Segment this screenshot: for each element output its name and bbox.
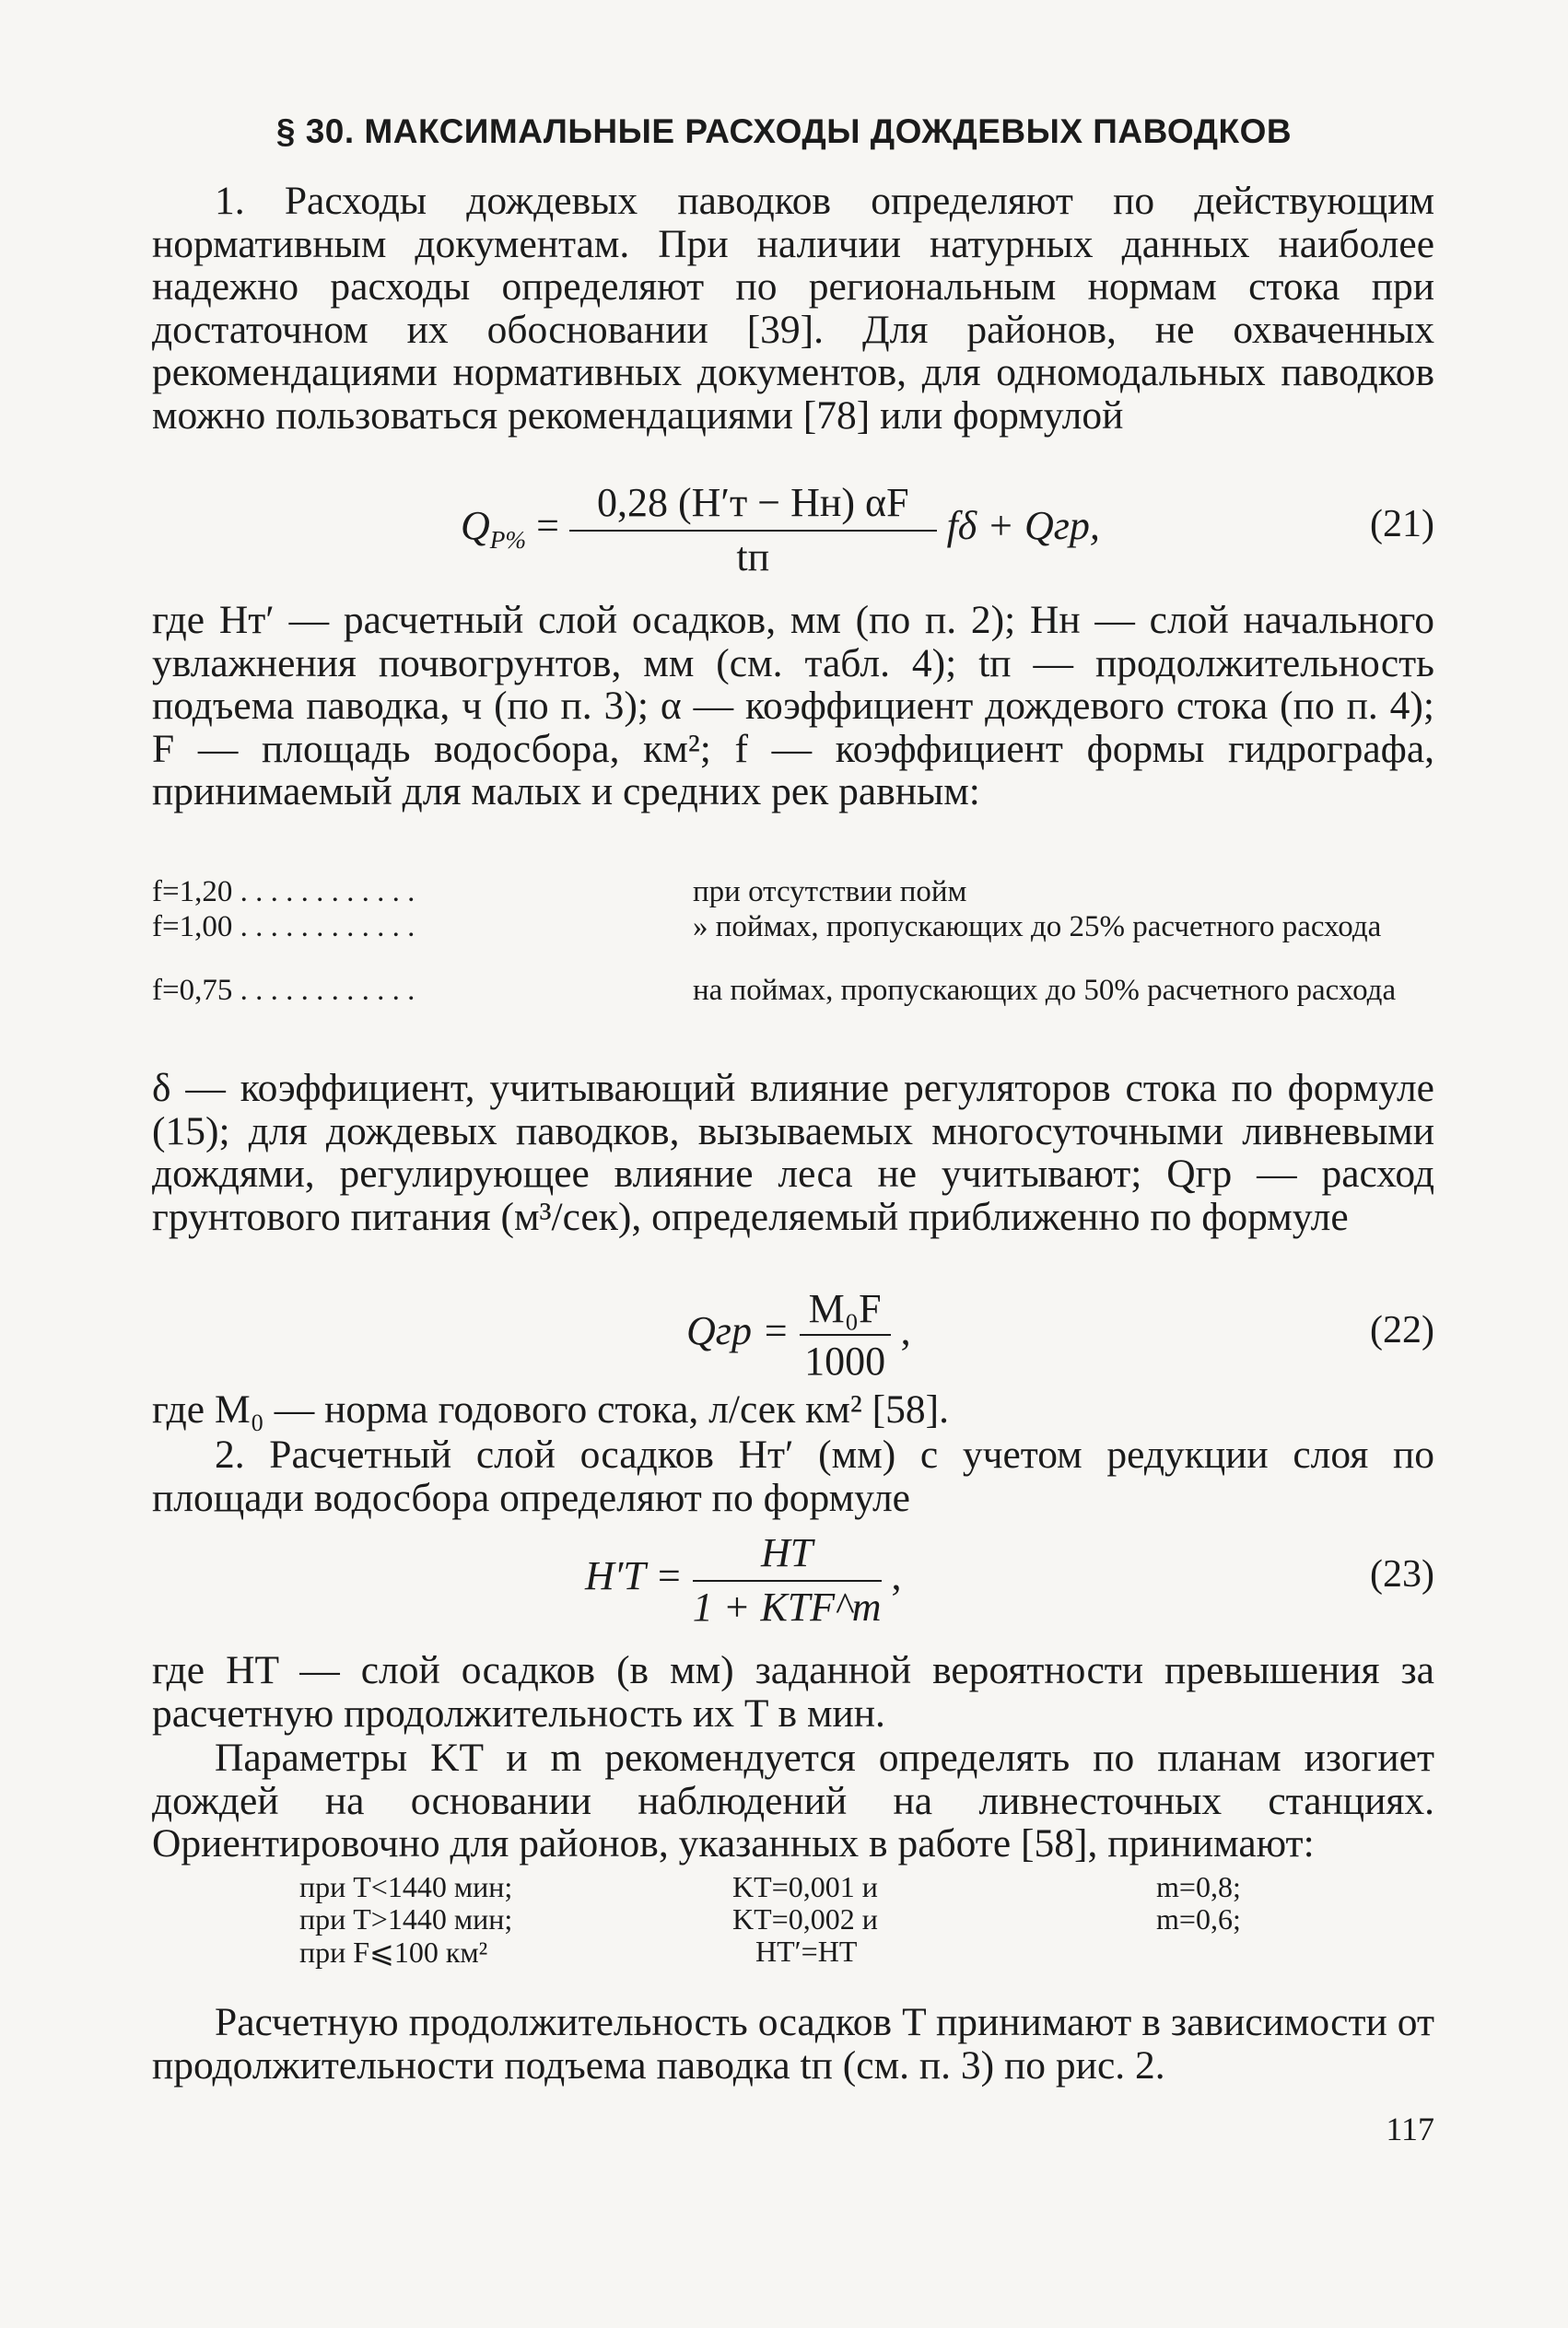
param-m: m=0,6; bbox=[1156, 1902, 1241, 1936]
paragraph-3: δ — коэффициент, учитывающий влияние регуляторов стока по формуле (15); для дождевых паводков, вызываемых многосуточными ливневыми дождями, регулирующее влияние леса не учитывают; Qгр — расход грунтового питания (м³/сек), определяемый приближенно по формуле bbox=[152, 1066, 1434, 1239]
equation-number-23: (23) bbox=[1370, 1553, 1434, 1596]
paragraph-1: 1. Расходы дождевых паводков определяют по действующим нормативным документам. При наличии натурных данных наиболее надежно расходы определяют по региональным нормам стока при достаточном их обосновании [39]. Для районов, не охваченных рекомендациями нормативных документов, для одномодальных паводков можно пользоваться рекомендациями [78] или формулой bbox=[152, 179, 1434, 438]
formula-22: Qгр = $\frac{\text{M₀F}}{1000}$ , bbox=[686, 1286, 911, 1384]
equation-number-21: (21) bbox=[1370, 503, 1434, 545]
param-kt: KT=0,002 и bbox=[732, 1902, 878, 1936]
page-number: 117 bbox=[1386, 2111, 1434, 2147]
paragraph-7: Параметры KT и m рекомендуется определять по планам изогиет дождей на основании наблюдений на ливнесточных станциях. Ориентировочно для районов, указанных в работе [58], принимают: bbox=[152, 1736, 1434, 1866]
param-condition: при T<1440 мин; bbox=[299, 1870, 513, 1903]
formula-22-denominator: 1000 bbox=[804, 1339, 886, 1384]
formula-21-denominator: tп bbox=[736, 534, 770, 579]
formula-23: H′T = $\frac{HT}{\text{1 + KTF\textasciicircum{}m}}$ , bbox=[585, 1530, 902, 1630]
formula-21: $Q_{P\%}$ = $\frac{0,28 (H'т - Hн) \alpha F}{tп}$ fδ + Qгр, bbox=[461, 480, 1100, 579]
paragraph-6: где HT — слой осадков (в мм) заданной вероятности превышения за расчетную продолжительность их T в мин. bbox=[152, 1648, 1434, 1736]
param-condition: при T>1440 мин; bbox=[299, 1902, 513, 1936]
equation-number-22: (22) bbox=[1370, 1309, 1434, 1351]
param-kt: HT′=HT bbox=[755, 1935, 858, 1968]
param-condition: при F⩽100 км² bbox=[299, 1936, 488, 1969]
formula-21-numerator: 0,28 (H′т − Hн) αF bbox=[569, 479, 937, 532]
formula-22-numerator: M₀F bbox=[800, 1285, 891, 1336]
paragraph-2: где Hт′ — расчетный слой осадков, мм (по п. 2); Hн — слой начального увлажнения почвогрунтов, мм (см. табл. 4); tп — продолжительность подъема паводка, ч (по п. 3); α — коэффициент дождевого стока (по п. 4); F — площадь водосбора, км²; f — коэффициент формы гидрографа, принимаемый для малых и средних рек равным: bbox=[152, 598, 1434, 813]
param-kt: KT=0,001 и bbox=[732, 1870, 878, 1903]
formula-23-numerator: HT bbox=[693, 1529, 882, 1582]
paragraph-5: 2. Расчетный слой осадков Hт′ (мм) с учетом редукции слоя по площади водосбора определяют по формуле bbox=[152, 1433, 1434, 1520]
formula-23-denominator: 1 + KTF^m bbox=[692, 1585, 882, 1630]
paragraph-8: Расчетную продолжительность осадков T принимают в зависимости от продолжительности подъема паводка tп (см. п. 3) по рис. 2. bbox=[152, 2000, 1434, 2088]
page: § 30. МАКСИМАЛЬНЫЕ РАСХОДЫ ДОЖДЕВЫХ ПАВОДКОВ 1. Расходы дождевых паводков определяют по действующим нормативным документам. При наличии натурных данных наиболее надежно расходы определяют по региональным нормам стока при достаточном их обосновании [39]. Для районов, не охваченных рекомендациями нормативных документов, для одномодальных паводков можно пользоваться рекомендациями [78] или формулой $Q_{P\%}$ = $\frac{0,28 (H'т - Hн) \alpha F}{tп}$ fδ + Qгр, (21) где Hт′ — расчетный слой осадков, мм (по п. 2); Hн — слой начального увлажнения почвогрунтов, мм (см. табл. 4); tп — продолжительность подъема паводка, ч (по п. 3); α — коэффициент дождевого стока (по п. 4); F — площадь водосбора, км²; f — коэффициент формы гидрографа, принимаемый для малых и средних рек равным: f=1,20 . . . . . . . . . . . . при отсутствии пойм f=1,00 . . . . . . . . . . . . » поймах, пропускающих до 25% расчетного расхода f=0,75 . . . . . . . . . . . . на поймах, пропускающих до 50% расчетного расхода δ — коэффициент, учитывающий влияние регуляторов стока по формуле (15); для дождевых паводков, вызываемых многосуточными ливневыми дождями, регулирующее влияние леса не учитывают; Qгр — расход грунтового питания (м³/сек), определяемый приближенно по формуле Qгр = $\frac{\text{M₀F}}{1000}$ , (22) где M₀ — норма годового стока, л/сек км² [58]. 2. Расчетный слой осадков Hт′ (мм) с учетом редукции слоя по площади водосбора определяют по формуле H′T = $\frac{HT}{\text{1 + KTF\textasciicircum{}m}}$ , (23) где HT — слой осадков (в мм) заданной вероятности превышения за расчетную продолжительность их T в мин. Параметры KT и m рекомендуется определять по планам изогиет дождей на основании наблюдений на ливнесточных станциях. Ориентировочно для районов, указанных в работе [58], принимают: при T<1440 мин; KT=0,001 и m=0,8; при T>1440 мин; KT=0,002 и m=0,6; при F⩽100 км² HT′=HT Расчетную продолжительность осадков T принимают в зависимости от продолжительности подъема паводка tп (см. п. 3) по рис. 2. 117 bbox=[0, 0, 1568, 2328]
paragraph-4: где M₀ — норма годового стока, л/сек км² [58]. bbox=[152, 1387, 950, 1432]
section-title: § 30. МАКСИМАЛЬНЫЕ РАСХОДЫ ДОЖДЕВЫХ ПАВОДКОВ bbox=[275, 112, 1293, 150]
param-m: m=0,8; bbox=[1156, 1870, 1241, 1903]
